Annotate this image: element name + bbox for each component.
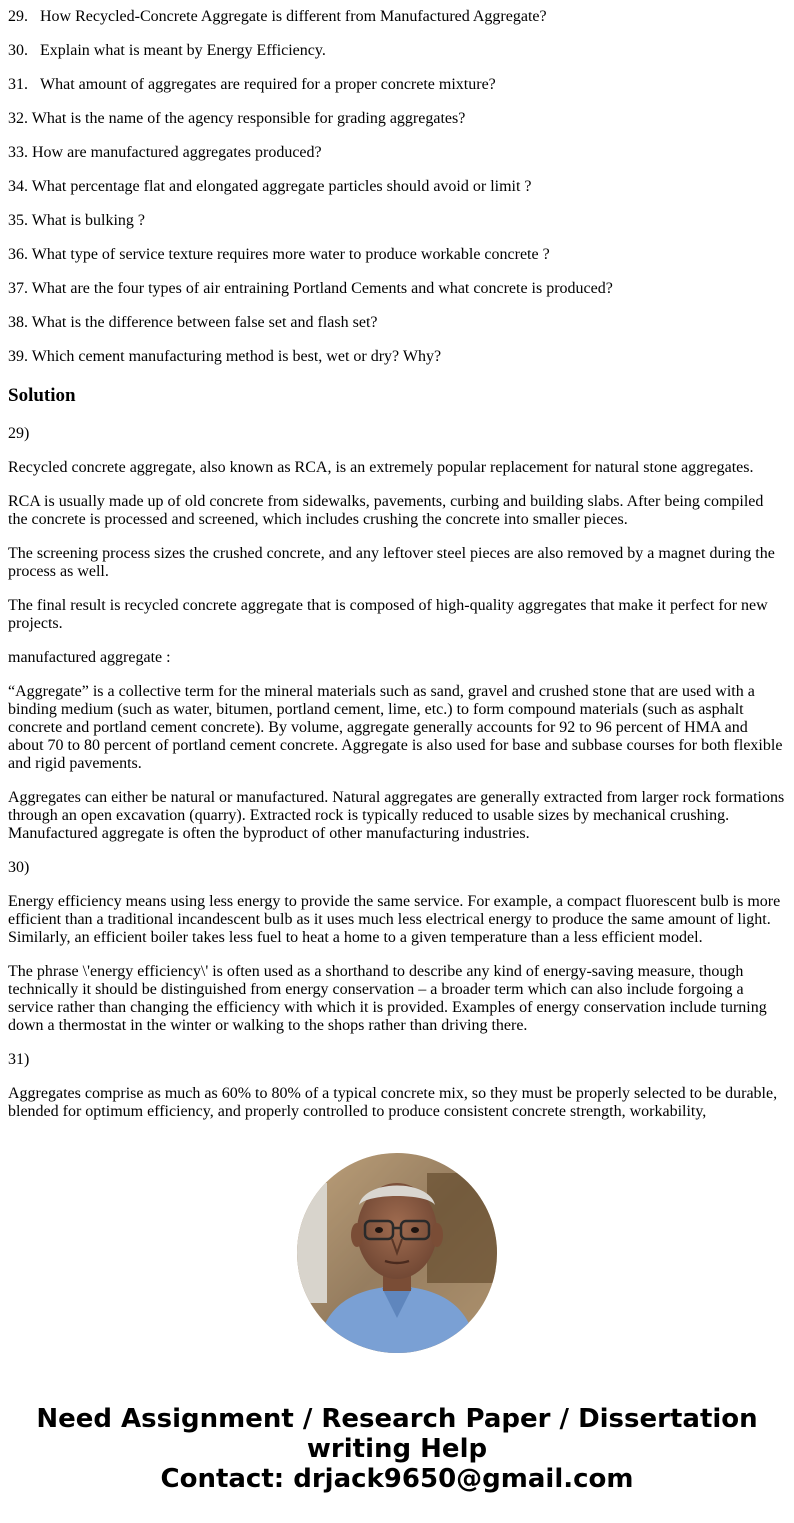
- question-number: 39.: [8, 348, 28, 365]
- solution-subheading: manufactured aggregate :: [8, 649, 171, 666]
- question-34: [8, 178, 532, 196]
- question-36: [8, 246, 550, 264]
- question-text: What amount of aggregates are required for a proper concrete mixture?: [40, 76, 496, 93]
- avatar: [297, 1153, 497, 1353]
- solution-paragraph: Energy efficiency means using less energy to provide the same service. For example, a compact fluorescent bulb is more efficient than a traditional incandescent bulb as it uses much less electrical energy to produce the same amount of light. Similarly, an efficient boiler takes less fuel to heat a home to a given temperature than a less efficient model.: [8, 893, 781, 946]
- answer-label-29: 29): [8, 425, 30, 442]
- question-text: Explain what is meant by Energy Efficiency.: [40, 42, 326, 59]
- question-number: 37.: [8, 280, 28, 297]
- solution-paragraph: The screening process sizes the crushed concrete, and any leftover steel pieces are also removed by a magnet during the process as well.: [8, 545, 775, 580]
- solution-paragraph: RCA is usually made up of old concrete from sidewalks, pavements, curbing and building slabs. After being compiled the concrete is processed and screened, which includes crushing the concrete into smaller pieces.: [8, 493, 764, 528]
- question-text: How are manufactured aggregates produced?: [32, 144, 322, 161]
- solution-paragraph: Recycled concrete aggregate, also known as RCA, is an extremely popular replacement for natural stone aggregates.: [8, 459, 754, 476]
- question-31: [8, 76, 496, 94]
- question-text: What type of service texture requires more water to produce workable concrete ?: [31, 246, 550, 263]
- question-text: What percentage flat and elongated aggregate particles should avoid or limit ?: [31, 178, 532, 195]
- solution-paragraph: Aggregates comprise as much as 60% to 80% of a typical concrete mix, so they must be properly selected to be durable, blended for optimum efficiency, and properly controlled to produce consistent concrete strength, workability,: [8, 1085, 778, 1120]
- question-number: 29.: [8, 8, 28, 25]
- question-number: 36.: [8, 246, 28, 263]
- question-number: 31.: [8, 76, 28, 93]
- question-text: What is the difference between false set and flash set?: [31, 314, 378, 331]
- avatar-portrait-image: [297, 1153, 497, 1353]
- question-number: 33.: [8, 144, 28, 161]
- solution-paragraph: Aggregates can either be natural or manufactured. Natural aggregates are generally extracted from larger rock formations through an open excavation (quarry). Extracted rock is typically reduced to usable sizes by mechanical crushing. Manufactured aggregate is often the byproduct of other manufacturing industries.: [8, 789, 785, 842]
- question-37: [8, 280, 613, 298]
- question-text: Which cement manufacturing method is best, wet or dry? Why?: [31, 348, 442, 365]
- footer-contact[interactable]: Contact: drjack9650@gmail.com: [160, 1464, 634, 1494]
- question-number: 32.: [8, 110, 28, 127]
- solution-paragraph: The phrase \'energy efficiency\' is often used as a shorthand to describe any kind of energy-saving measure, though technically it should be distinguished from energy conservation – a broader term which can also include forgoing a service rather than changing the efficiency with which it is provided. Examples of energy conservation include turning down a thermostat in the winter or walking to the shops rather than driving there.: [8, 963, 767, 1034]
- solution-paragraph: “Aggregate” is a collective term for the mineral materials such as sand, gravel and crushed stone that are used with a binding medium (such as water, bitumen, portland cement, lime, etc.) to form compound materials (such as asphalt concrete and portland cement concrete). By volume, aggregate generally accounts for 92 to 96 percent of HMA and about 70 to 80 percent of portland cement concrete. Aggregate is also used for base and subbase courses for both flexible and rigid pavements.: [8, 683, 783, 772]
- question-number: 34.: [8, 178, 28, 195]
- question-number: 38.: [8, 314, 28, 331]
- solution-heading: Solution: [8, 385, 76, 406]
- question-30: [8, 42, 326, 60]
- solution-paragraph: The final result is recycled concrete aggregate that is composed of high-quality aggregates that make it perfect for new projects.: [8, 597, 768, 632]
- question-35: [8, 212, 145, 230]
- question-text: How Recycled-Concrete Aggregate is different from Manufactured Aggregate?: [40, 8, 547, 25]
- answer-label-30: 30): [8, 859, 30, 876]
- question-number: 35.: [8, 212, 28, 229]
- question-29: [8, 8, 547, 26]
- answer-label-31: 31): [8, 1051, 30, 1068]
- question-text: What is bulking ?: [31, 212, 146, 229]
- question-number: 30.: [8, 42, 28, 59]
- footer-line-1: Need Assignment / Research Paper / Dissertation: [36, 1404, 758, 1434]
- question-32: [8, 110, 465, 128]
- footer-line-2: writing Help: [306, 1434, 488, 1464]
- question-39: [8, 348, 441, 366]
- question-text: What is the name of the agency responsible for grading aggregates?: [31, 110, 466, 127]
- solution-body: [8, 425, 786, 1137]
- question-38: [8, 314, 378, 332]
- question-text: What are the four types of air entraining Portland Cements and what concrete is produced?: [31, 280, 613, 297]
- question-33: [8, 144, 322, 162]
- promo-footer: [0, 1404, 794, 1494]
